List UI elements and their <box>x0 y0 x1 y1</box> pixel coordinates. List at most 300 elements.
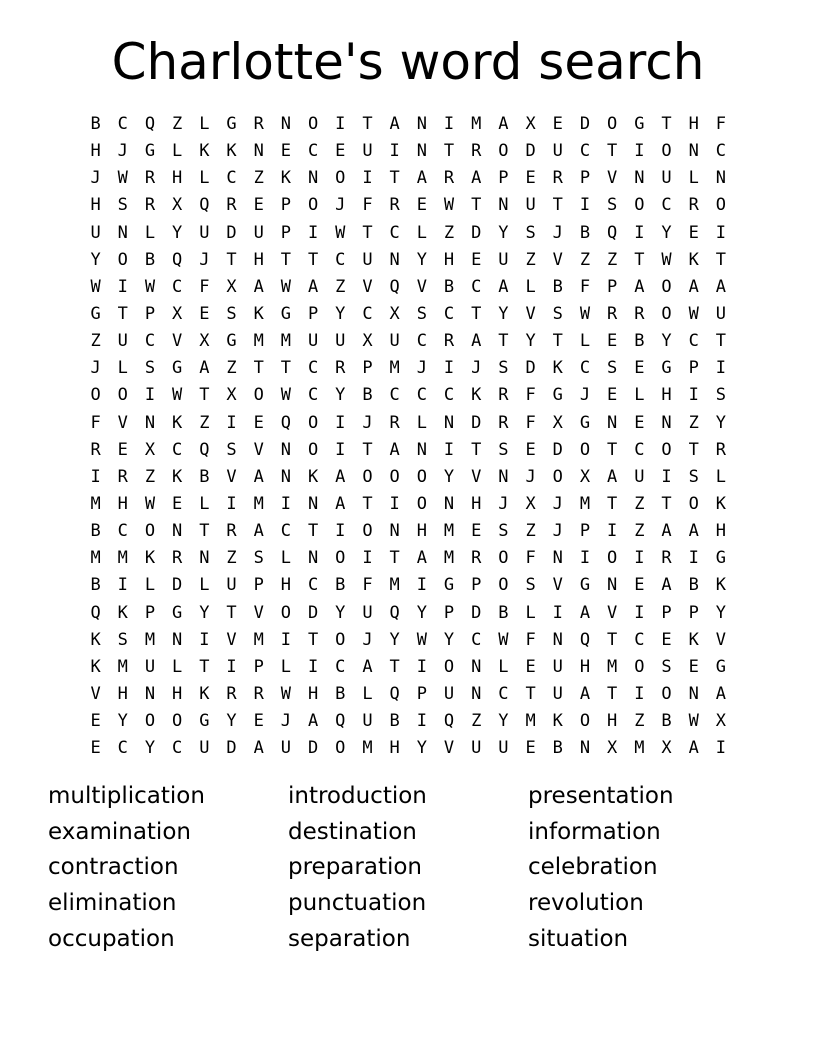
grid-letter: T <box>498 331 509 352</box>
word-list-column <box>288 779 528 958</box>
grid-letter: U <box>552 141 563 162</box>
grid-letter: V <box>90 684 101 705</box>
grid-letter: I <box>443 358 455 379</box>
grid-letter: F <box>525 548 536 569</box>
grid-letter: I <box>661 466 672 487</box>
grid-letter: B <box>90 114 101 135</box>
grid-letter: A <box>416 168 427 189</box>
grid-letter: C <box>416 385 427 406</box>
grid-letter: T <box>199 385 210 406</box>
grid-letter: T <box>253 358 264 379</box>
grid-letter: Q <box>389 684 400 705</box>
grid-letter: M <box>253 494 264 515</box>
grid-letter: R <box>172 548 183 569</box>
grid-letter: E <box>634 575 645 596</box>
grid-letter: N <box>552 548 563 569</box>
grid-letter: S <box>226 439 237 460</box>
grid-letter: I <box>634 222 645 243</box>
grid-letter: L <box>525 602 536 623</box>
grid-letter: T <box>607 494 618 515</box>
grid-letter: O <box>307 412 319 433</box>
grid-letter: A <box>307 711 319 732</box>
grid-letter: C <box>634 439 645 460</box>
grid-letter: B <box>362 385 373 406</box>
grid-letter: E <box>607 331 618 352</box>
grid-letter: X <box>226 385 237 406</box>
grid-letter: K <box>90 656 101 677</box>
grid-letter: P <box>661 602 672 623</box>
grid-letter: V <box>226 466 237 487</box>
grid-letter: L <box>199 575 210 596</box>
grid-letter: E <box>688 222 699 243</box>
grid-letter: R <box>688 195 699 216</box>
grid-letter: T <box>307 249 319 270</box>
grid-letter: I <box>144 385 156 406</box>
grid-letter: A <box>715 684 727 705</box>
grid-letter: E <box>253 711 264 732</box>
grid-letter: N <box>144 412 156 433</box>
grid-letter: M <box>253 629 264 650</box>
grid-letter: P <box>144 304 156 325</box>
grid-letter: P <box>579 521 591 542</box>
grid-letter: T <box>389 548 400 569</box>
grid-letter: Q <box>335 711 346 732</box>
grid-row <box>82 111 735 138</box>
grid-letter: R <box>253 684 264 705</box>
grid-letter: U <box>362 141 373 162</box>
grid-letter: I <box>715 358 727 379</box>
grid-letter: H <box>90 195 101 216</box>
grid-letter: H <box>715 521 727 542</box>
grid-row <box>82 464 735 491</box>
grid-letter: I <box>335 439 346 460</box>
grid-letter: V <box>172 331 183 352</box>
grid-letter: O <box>416 494 427 515</box>
grid-letter: R <box>226 521 237 542</box>
grid-letter: S <box>688 466 699 487</box>
grid-letter: X <box>199 331 210 352</box>
grid-letter: M <box>443 521 455 542</box>
grid-letter: G <box>280 304 292 325</box>
grid-letter: I <box>416 575 427 596</box>
grid-letter: E <box>661 629 672 650</box>
grid-letter: V <box>443 738 455 759</box>
grid-row <box>82 708 735 735</box>
grid-letter: R <box>226 195 237 216</box>
word-list-item: elimination <box>48 890 177 917</box>
grid-letter: H <box>443 249 455 270</box>
grid-letter: I <box>280 494 292 515</box>
grid-letter: Q <box>389 602 400 623</box>
grid-letter: I <box>226 494 237 515</box>
grid-letter: X <box>607 738 618 759</box>
grid-letter: F <box>525 629 536 650</box>
grid-letter: D <box>471 222 482 243</box>
grid-letter: G <box>552 385 563 406</box>
grid-letter: Y <box>117 711 128 732</box>
grid-letter: T <box>280 358 292 379</box>
grid-letter: R <box>471 141 482 162</box>
grid-letter: L <box>199 168 210 189</box>
grid-letter: Z <box>199 412 210 433</box>
grid-letter: I <box>199 629 210 650</box>
grid-letter: P <box>253 656 264 677</box>
grid-letter: N <box>498 466 509 487</box>
grid-letter: P <box>471 575 482 596</box>
grid-letter: I <box>90 466 101 487</box>
grid-letter: H <box>471 494 482 515</box>
grid-letter: I <box>416 656 427 677</box>
grid-letter: Q <box>90 602 101 623</box>
grid-letter: E <box>335 141 346 162</box>
grid-letter: D <box>579 114 591 135</box>
grid-letter: G <box>715 548 727 569</box>
grid-letter: C <box>172 276 183 297</box>
grid-letter: A <box>253 466 264 487</box>
grid-letter: O <box>443 656 455 677</box>
grid-letter: L <box>525 276 536 297</box>
grid-letter: J <box>552 494 563 515</box>
grid-letter: S <box>607 195 618 216</box>
grid-letter: V <box>607 168 618 189</box>
grid-letter: M <box>389 358 400 379</box>
grid-letter: Y <box>416 738 427 759</box>
grid-letter: Y <box>416 249 427 270</box>
grid-letter: O <box>688 494 699 515</box>
grid-letter: X <box>525 114 536 135</box>
grid-letter: T <box>525 684 536 705</box>
grid-letter: I <box>226 412 237 433</box>
grid-letter: M <box>389 575 400 596</box>
grid-letter: M <box>117 548 128 569</box>
grid-letter: N <box>715 168 727 189</box>
grid-letter: Y <box>199 602 210 623</box>
grid-letter: J <box>90 358 101 379</box>
grid-letter: L <box>172 656 183 677</box>
grid-letter: F <box>525 412 536 433</box>
grid-letter: C <box>389 222 400 243</box>
grid-letter: B <box>688 575 699 596</box>
grid-letter: T <box>362 222 373 243</box>
grid-letter: Z <box>144 466 156 487</box>
grid-letter: P <box>498 168 509 189</box>
grid-letter: X <box>715 711 727 732</box>
grid-letter: Q <box>389 276 400 297</box>
grid-letter: E <box>688 656 699 677</box>
grid-letter: H <box>172 684 183 705</box>
grid-letter: F <box>715 114 727 135</box>
grid-letter: H <box>607 711 618 732</box>
grid-letter: J <box>362 412 373 433</box>
grid-letter: A <box>579 602 591 623</box>
grid-letter: K <box>199 141 210 162</box>
word-list-column <box>528 779 768 958</box>
grid-letter: M <box>280 331 292 352</box>
grid-letter: C <box>172 439 183 460</box>
grid-letter: M <box>471 114 482 135</box>
grid-letter: C <box>307 141 319 162</box>
grid-letter: U <box>715 304 727 325</box>
grid-letter: G <box>634 114 645 135</box>
grid-row <box>82 220 735 247</box>
grid-letter: N <box>280 439 292 460</box>
grid-letter: O <box>307 439 319 460</box>
grid-letter: V <box>552 249 563 270</box>
grid-row <box>82 328 735 355</box>
grid-letter: Y <box>226 711 237 732</box>
grid-row <box>82 410 735 437</box>
grid-letter: O <box>715 195 727 216</box>
grid-letter: H <box>389 738 400 759</box>
grid-letter: O <box>117 385 128 406</box>
word-list-item: revolution <box>528 890 644 917</box>
grid-letter: M <box>525 711 536 732</box>
grid-letter: X <box>389 304 400 325</box>
grid-letter: S <box>661 656 672 677</box>
grid-letter: M <box>90 548 101 569</box>
grid-letter: L <box>579 331 591 352</box>
grid-letter: C <box>117 738 128 759</box>
grid-letter: N <box>280 466 292 487</box>
grid-letter: I <box>634 141 645 162</box>
grid-letter: M <box>90 494 101 515</box>
grid-letter: O <box>661 276 672 297</box>
grid-letter: V <box>117 412 128 433</box>
grid-letter: B <box>552 276 563 297</box>
grid-letter: L <box>144 222 156 243</box>
grid-letter: I <box>443 114 455 135</box>
grid-letter: T <box>471 439 482 460</box>
grid-letter: J <box>579 385 591 406</box>
grid-letter: T <box>389 656 400 677</box>
grid-letter: Y <box>335 602 346 623</box>
grid-letter: Y <box>443 466 455 487</box>
grid-letter: J <box>199 249 210 270</box>
grid-letter: G <box>199 711 210 732</box>
grid-letter: D <box>552 439 563 460</box>
grid-letter: K <box>715 494 727 515</box>
grid-letter: N <box>307 548 319 569</box>
word-list-item: occupation <box>48 925 175 952</box>
grid-letter: T <box>307 629 319 650</box>
grid-letter: X <box>525 494 536 515</box>
grid-letter: P <box>688 358 699 379</box>
grid-letter: T <box>226 602 237 623</box>
grid-row <box>82 355 735 382</box>
grid-letter: T <box>280 249 292 270</box>
grid-letter: L <box>172 141 183 162</box>
grid-letter: K <box>144 548 156 569</box>
grid-letter: O <box>362 466 373 487</box>
grid-letter: X <box>579 466 591 487</box>
grid-letter: C <box>335 656 346 677</box>
grid-letter: B <box>90 575 101 596</box>
grid-letter: H <box>172 168 183 189</box>
grid-letter: C <box>280 521 292 542</box>
grid-letter: T <box>607 684 618 705</box>
grid-letter: C <box>661 195 672 216</box>
grid-letter: T <box>471 304 482 325</box>
grid-letter: N <box>443 494 455 515</box>
grid-letter: R <box>471 548 482 569</box>
grid-letter: I <box>552 602 563 623</box>
grid-letter: A <box>607 466 618 487</box>
grid-letter: N <box>661 412 672 433</box>
grid-letter: O <box>661 141 672 162</box>
grid-row <box>82 572 735 599</box>
grid-letter: P <box>253 575 264 596</box>
grid-letter: N <box>307 168 319 189</box>
grid-letter: R <box>715 439 727 460</box>
grid-letter: Z <box>525 249 536 270</box>
grid-letter: T <box>552 195 563 216</box>
grid-letter: E <box>525 656 536 677</box>
grid-letter: U <box>634 466 645 487</box>
grid-letter: Y <box>498 222 509 243</box>
grid-letter: R <box>634 304 645 325</box>
grid-letter: T <box>607 439 618 460</box>
grid-letter: O <box>498 575 509 596</box>
grid-letter: G <box>90 304 101 325</box>
grid-letter: W <box>688 304 699 325</box>
grid-letter: J <box>552 222 563 243</box>
grid-letter: Z <box>525 521 536 542</box>
grid-letter: L <box>688 168 699 189</box>
grid-letter: A <box>362 656 373 677</box>
grid-row <box>82 165 735 192</box>
grid-letter: K <box>552 711 563 732</box>
grid-letter: E <box>634 412 645 433</box>
grid-letter: G <box>715 656 727 677</box>
grid-letter: L <box>416 222 427 243</box>
grid-letter: D <box>471 412 482 433</box>
grid-letter: G <box>226 331 237 352</box>
grid-letter: D <box>307 738 319 759</box>
grid-letter: S <box>607 358 618 379</box>
grid-letter: W <box>280 684 292 705</box>
word-list <box>48 779 768 958</box>
word-list-item: situation <box>528 925 629 952</box>
grid-letter: K <box>552 358 563 379</box>
grid-letter: F <box>199 276 210 297</box>
grid-letter: W <box>172 385 183 406</box>
grid-letter: C <box>634 629 645 650</box>
grid-letter: Z <box>253 168 264 189</box>
grid-letter: F <box>579 276 591 297</box>
grid-letter: D <box>525 358 536 379</box>
grid-letter: H <box>307 684 319 705</box>
grid-letter: R <box>498 385 509 406</box>
grid-letter: B <box>389 711 400 732</box>
grid-letter: E <box>552 114 563 135</box>
grid-letter: R <box>607 304 618 325</box>
grid-letter: H <box>117 494 128 515</box>
grid-letter: J <box>280 711 292 732</box>
grid-letter: T <box>199 656 210 677</box>
grid-letter: A <box>253 521 264 542</box>
grid-letter: J <box>335 195 346 216</box>
grid-letter: U <box>362 249 373 270</box>
grid-letter: Q <box>199 195 210 216</box>
grid-letter: W <box>144 276 156 297</box>
grid-letter: G <box>172 358 183 379</box>
grid-row <box>82 491 735 518</box>
grid-letter: A <box>661 575 672 596</box>
grid-letter: Q <box>172 249 183 270</box>
grid-letter: E <box>117 439 128 460</box>
grid-letter: O <box>661 439 672 460</box>
grid-letter: N <box>634 168 645 189</box>
grid-letter: S <box>498 439 509 460</box>
grid-letter: O <box>335 168 346 189</box>
grid-letter: J <box>362 629 373 650</box>
grid-letter: I <box>443 439 455 460</box>
grid-letter: U <box>552 684 563 705</box>
grid-letter: C <box>117 114 128 135</box>
grid-letter: B <box>199 466 210 487</box>
grid-letter: V <box>715 629 727 650</box>
grid-letter: T <box>471 195 482 216</box>
grid-letter: Y <box>172 222 183 243</box>
grid-letter: A <box>715 276 727 297</box>
grid-letter: P <box>307 304 319 325</box>
grid-letter: D <box>172 575 183 596</box>
grid-letter: O <box>579 439 591 460</box>
grid-letter: W <box>498 629 509 650</box>
grid-letter: T <box>199 521 210 542</box>
grid-letter: Z <box>579 249 591 270</box>
grid-letter: H <box>280 575 292 596</box>
grid-letter: E <box>525 168 536 189</box>
grid-letter: Y <box>335 385 346 406</box>
grid-letter: K <box>172 412 183 433</box>
grid-letter: X <box>226 276 237 297</box>
grid-letter: U <box>498 738 509 759</box>
grid-letter: A <box>307 276 319 297</box>
grid-letter: L <box>117 358 128 379</box>
word-list-item: destination <box>288 818 417 845</box>
grid-letter: R <box>498 412 509 433</box>
grid-letter: A <box>634 276 645 297</box>
grid-letter: U <box>199 738 210 759</box>
grid-letter: P <box>144 602 156 623</box>
grid-letter: C <box>144 331 156 352</box>
grid-letter: I <box>389 141 400 162</box>
grid-letter: N <box>172 629 183 650</box>
grid-letter: T <box>443 141 455 162</box>
grid-letter: J <box>117 141 128 162</box>
grid-letter: N <box>253 141 264 162</box>
page-title: Charlotte's word search <box>111 33 705 91</box>
grid-letter: T <box>634 249 645 270</box>
grid-letter: C <box>416 331 427 352</box>
grid-letter: T <box>362 439 373 460</box>
grid-letter: L <box>144 575 156 596</box>
grid-letter: Z <box>607 249 618 270</box>
grid-letter: A <box>688 276 699 297</box>
grid-letter: I <box>335 412 346 433</box>
grid-letter: A <box>416 548 427 569</box>
word-list-item: celebration <box>528 854 658 881</box>
grid-letter: G <box>144 141 156 162</box>
grid-letter: I <box>715 738 727 759</box>
grid-letter: A <box>253 738 264 759</box>
grid-letter: R <box>661 548 672 569</box>
grid-letter: O <box>362 521 373 542</box>
grid-row <box>82 138 735 165</box>
grid-letter: N <box>471 656 482 677</box>
grid-letter: J <box>90 168 101 189</box>
